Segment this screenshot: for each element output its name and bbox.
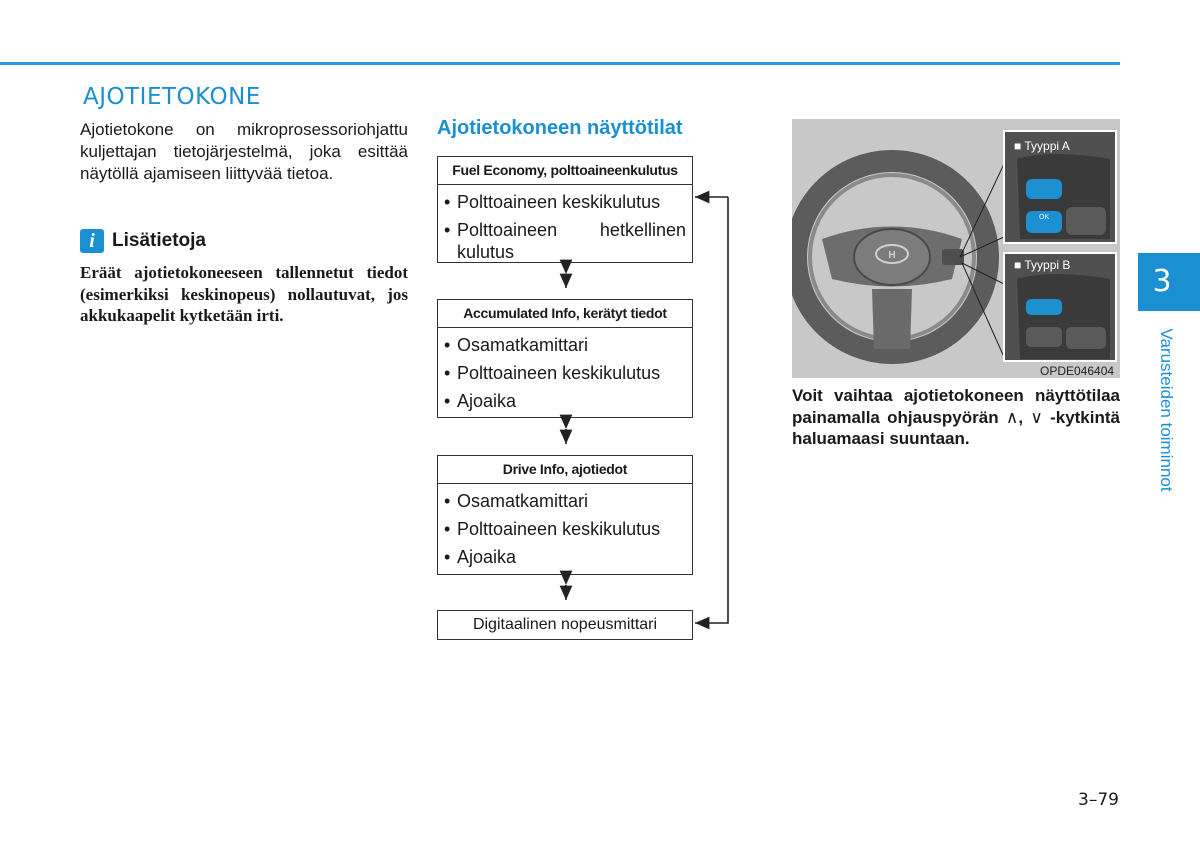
svg-text:H: H	[888, 250, 896, 261]
list-item: • Ajoaika	[444, 546, 686, 568]
down-symbol: ∨	[1030, 407, 1043, 427]
type-a-label: ■ Tyyppi A	[1014, 139, 1070, 153]
steering-wheel-photo	[792, 119, 1120, 378]
figure-caption: Voit vaihtaa ajotietokoneen näyttötilaa painamalla ohjauspyörän ∧, ∨ -kytkintä haluamaasi suuntaan.	[792, 386, 1120, 448]
steering-wheel-icon	[792, 119, 1120, 378]
caption-line-2: -kytkintä haluamaasi suuntaan.	[792, 407, 1120, 448]
mode-box-heading: Accumulated Info, kerätyt tiedot	[438, 300, 692, 328]
type-b-label: ■ Tyyppi B	[1014, 258, 1071, 272]
list-item: • Polttoaineen keskikulutus	[444, 362, 686, 384]
info-icon: i	[80, 229, 104, 253]
type-b-text: Tyyppi B	[1024, 258, 1071, 272]
intro-paragraph: Ajotietokone on mikroprosessoriohjattu kuljettajan tietojärjestelmä, joka esittää näytöllä ajamiseen liittyvää tietoa.	[80, 120, 408, 183]
info-text: Eräät ajotietokoneeseen tallennetut tiedot (esimerkiksi keskinopeus) nollautuvat, jos akkukaapelit kytketään irti.	[80, 263, 408, 325]
info-title: Lisätietoja	[112, 230, 206, 251]
list-item: • Polttoaineen keskikulutus	[444, 518, 686, 540]
up-symbol: ∧	[1005, 407, 1019, 427]
chapter-number-tab: 3	[1138, 253, 1200, 311]
list-item: • Polttoaineen hetkellinen kulutus	[444, 219, 686, 263]
mode-box-digital-speedometer: Digitaalinen nopeusmittari	[437, 610, 693, 640]
caption-line-1: Voit vaihtaa ajotietokoneen näyttötilaa painamalla ohjauspyörän	[792, 386, 1120, 427]
list-item: • Polttoaineen keskikulutus	[444, 191, 686, 213]
mode-box-heading: Fuel Economy, polttoaineenkulutus	[438, 157, 692, 185]
section-title: AJOTIETOKONE	[83, 84, 261, 110]
mode-box-heading: Drive Info, ajotiedot	[438, 456, 692, 484]
list-item: • Osamatkamittari	[444, 334, 686, 356]
type-a-text: Tyyppi A	[1024, 139, 1070, 153]
list-item: • Osamatkamittari	[444, 490, 686, 512]
chapter-name: Varusteiden toiminnot	[1157, 328, 1176, 492]
list-item: • Ajoaika	[444, 390, 686, 412]
page-number: 3–79	[1078, 790, 1119, 810]
figure-code: OPDE046404	[1040, 364, 1115, 378]
ok-label: OK	[1039, 214, 1050, 221]
modes-title: Ajotietokoneen näyttötilat	[437, 117, 683, 139]
